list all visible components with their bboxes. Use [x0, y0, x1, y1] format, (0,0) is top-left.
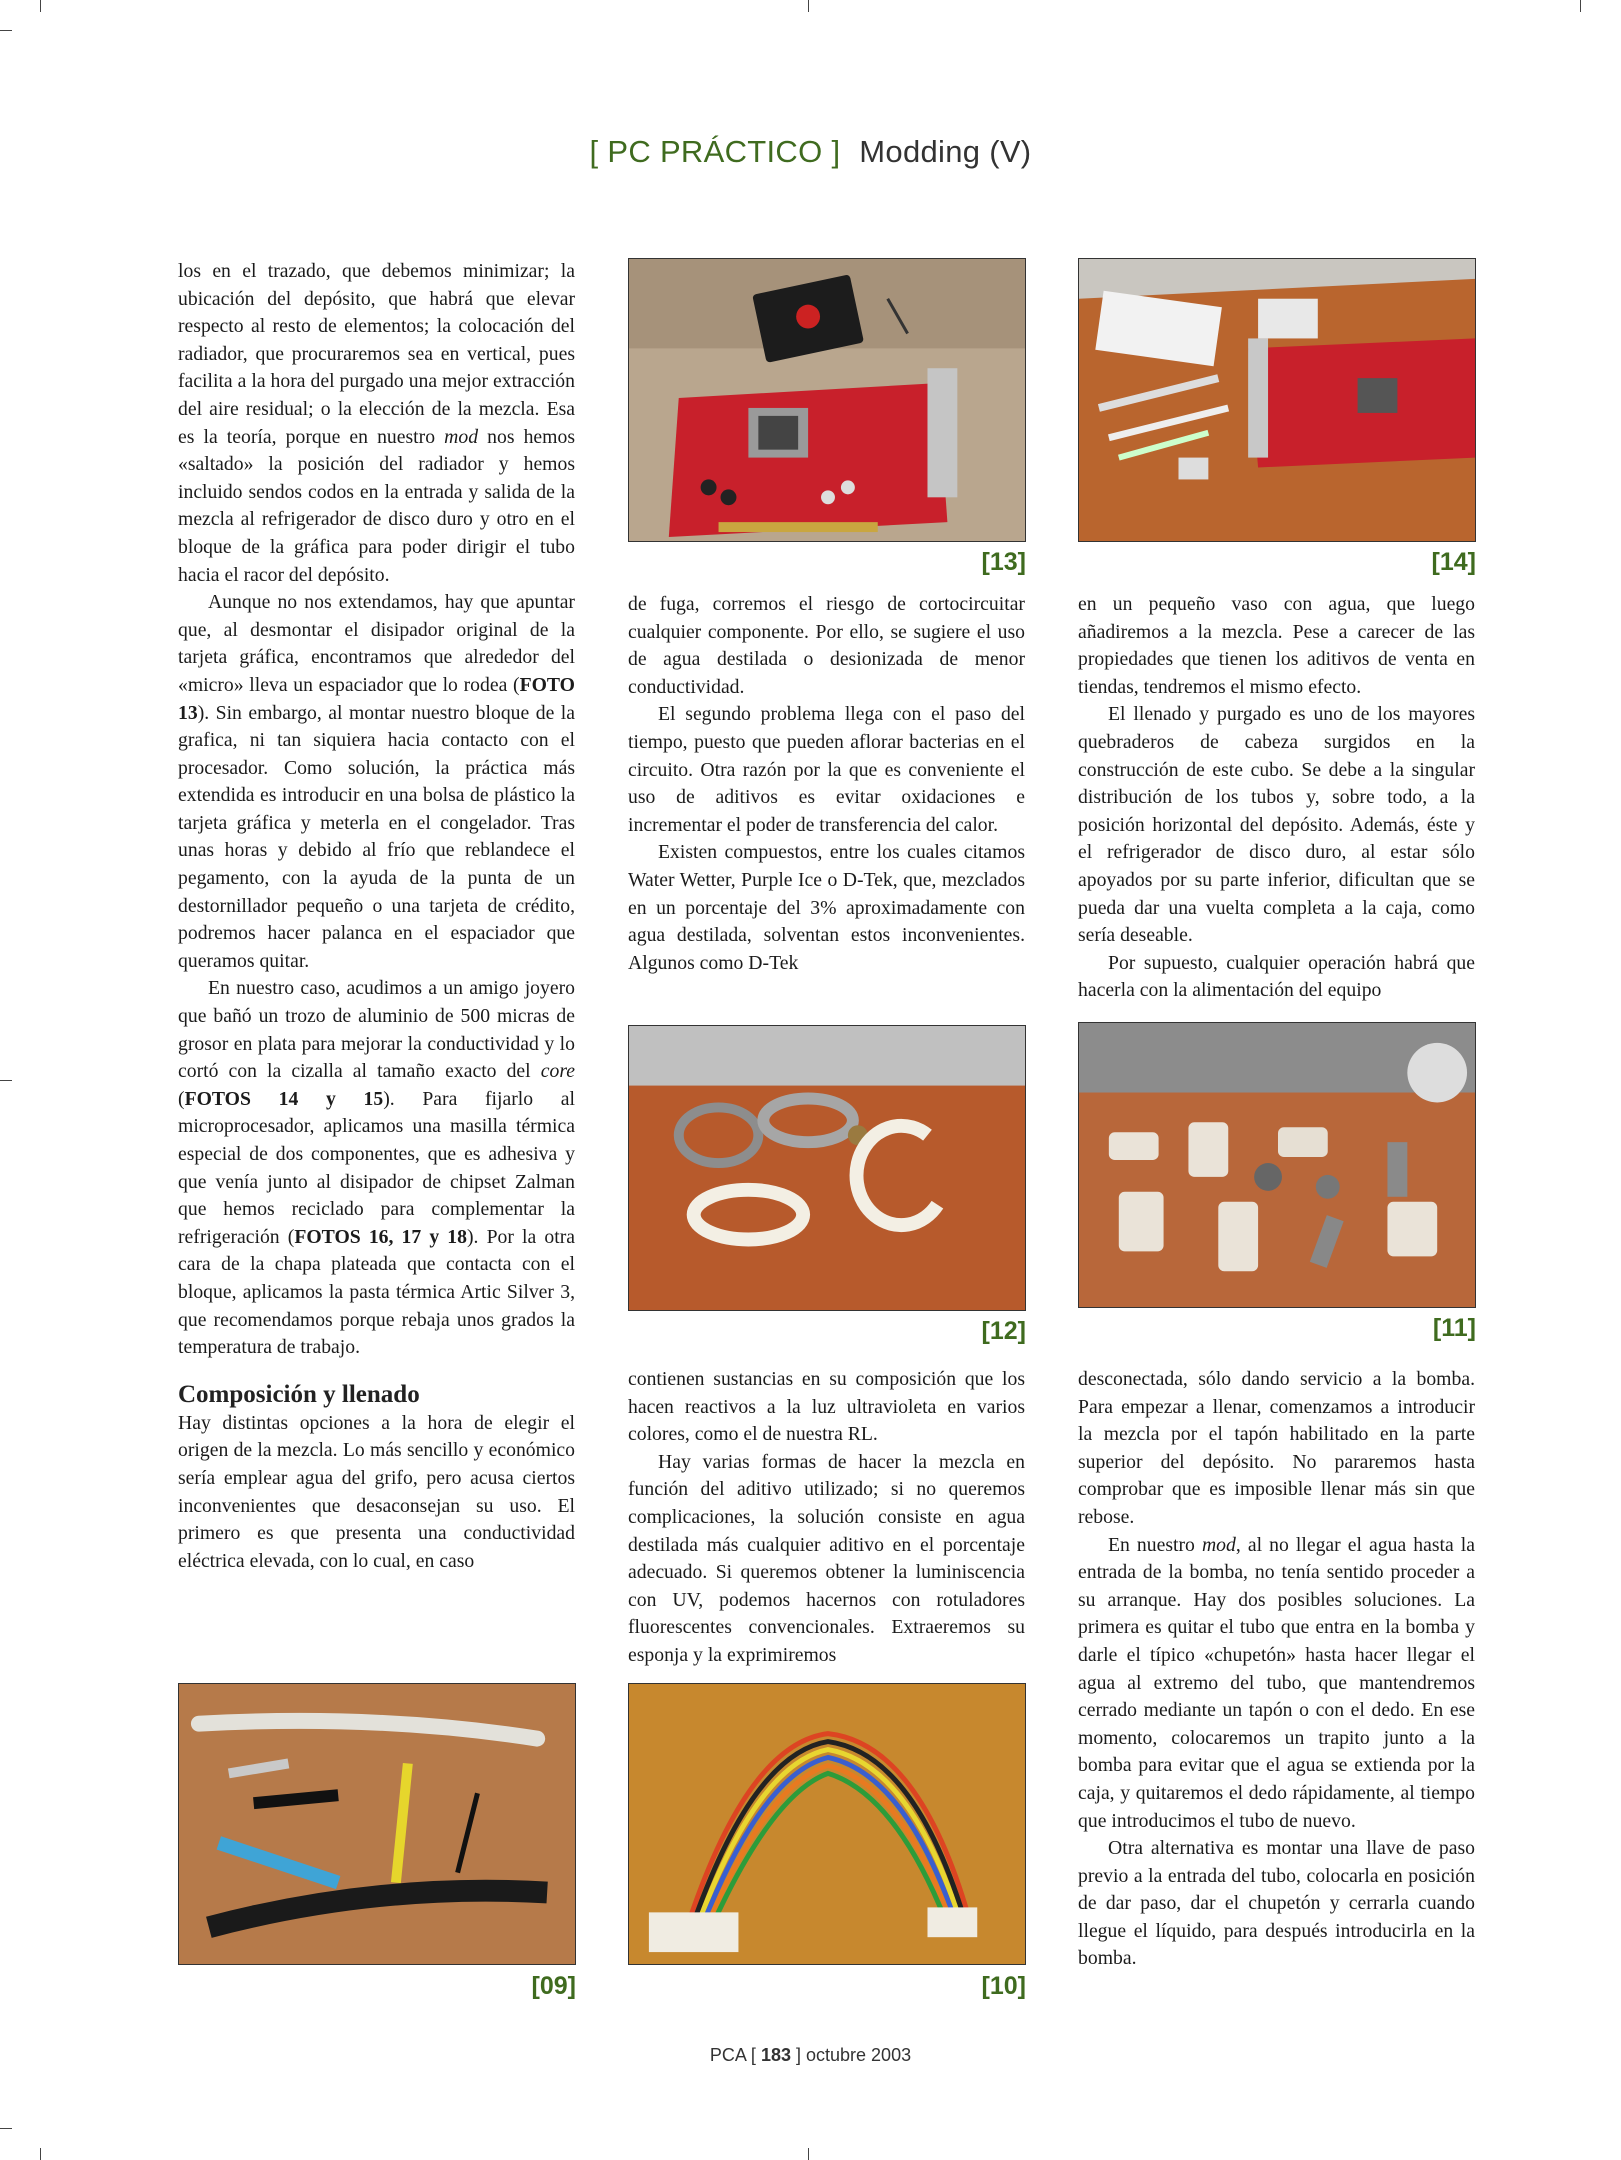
crop-mark [40, 0, 41, 12]
paragraph: Aunque no nos extendamos, hay que apuntar que, al desmontar el disipador original de la tarjeta gráfica, encontramos que alrededor del «micro» lleva un espaciador que lo rodea (FOTO 13). Sin embargo, al montar nuestro bloque de la grafica, ni tan siquiera hacia contacto con el procesador. Como solución, la práctica más extendida es introducir en una bolsa de plástico la tarjeta gráfica y meterla en el congelador. Tras unas horas y debido al frío que reblandece el pegamento, con la ayuda de la punta de un destornillador pequeño o una tarjeta de crédito, podremos hacer palanca en el espaciador que queramos quitar. [178, 591, 575, 972]
text-column-2-bottom [628, 1366, 1025, 1670]
page-header [0, 134, 1621, 170]
section-heading: Composición y llenado [178, 1380, 420, 1408]
paragraph: Hay varias formas de hacer la mezcla en función del aditivo utilizado; si no queremos complicaciones, la solución consiste en agua destilada más cualquier aditivo en el porcentaje adecuado. Si queremos obtener la luminiscencia con UV, podemos hacernos con rotuladores fluorescentes convencionales. Extraeremos su esponja y la exprimiremos [628, 1450, 1025, 1666]
paragraph: Por supuesto, cualquier operación habrá que hacerla con la alimentación del equipo [1078, 951, 1475, 1002]
page-number: 183 [760, 2045, 791, 2065]
crop-mark [40, 2148, 41, 2160]
paragraph: Hay distintas opciones a la hora de elegir el origen de la mezcla. Lo más sencillo y económico sería emplear agua del grifo, pero acusa ciertos inconvenientes que desaconsejan su uso. El primero es que presenta una conductividad eléctrica elevada, con lo cual, en caso [178, 1411, 575, 1572]
photo-caption: [10] [981, 1972, 1026, 2000]
photo-graphics-card [628, 258, 1026, 542]
photo-caption: [09] [531, 1972, 576, 2000]
paragraph: Existen compuestos, entre los cuales citamos Water Wetter, Purple Ice o D-Tek, que, mezclados en un porcentaje del 3% aproximadamente con agua destilada, solventan estos inconvenientes. Algunos como D-Tek [628, 841, 1025, 974]
issue-date: ] octubre 2003 [796, 2045, 912, 2065]
paragraph: El segundo problema llega con el paso del tiempo, puesto que pueden aflorar bacterias en el circuito. Otra razón por la que es conveniente el uso de aditivos es evitar oxidaciones e incrementar el poder de transferencia del calor. [628, 703, 1025, 836]
photo-hose-clamps [628, 1025, 1026, 1311]
paragraph: desconectada, sólo dando servicio a la bomba. Para empezar a llenar, comenzamos a introducir la mezcla por el tapón habilitado en la parte superior del depósito. No pararemos hasta comprobar que es imposible llenar más sin que rebose. [1078, 1368, 1475, 1528]
paragraph: de fuga, corremos el riesgo de cortocircuitar cualquier componente. Por ello, se sugiere el uso de agua destilada o desionizada de menor conductividad. [628, 593, 1025, 698]
photo-card-on-desk [1078, 258, 1476, 542]
crop-mark [808, 0, 809, 12]
photo-caption: [12] [981, 1317, 1026, 1345]
paragraph: en un pequeño vaso con agua, que luego añadiremos a la mezcla. Pese a carecer de las propiedades que tienen los aditivos de venta en tiendas, tendremos el mismo efecto. [1078, 593, 1475, 698]
photo-caption: [14] [1431, 548, 1476, 576]
paragraph: En nuestro mod, al no llegar el agua hasta la entrada de la bomba, no tenía sentido proceder a su arranque. Hay dos posibles soluciones. La primera es quitar el tubo que entra en la bomba y darle el típico «chupetón» hasta hacer llegar el agua al extremo del tubo, que mantendremos cerrado mediante un tapón o con el dedo. En ese momento, colocaremos un trapito junto a la bomba para evitar que el agua se extienda por la caja, y quitaremos el dedo rápidamente, al tiempo que introducimos el tubo de nuevo. [1078, 1533, 1476, 1832]
crop-mark [0, 1080, 12, 1081]
crop-mark [0, 30, 12, 31]
publication-name: PCA [ [709, 2045, 756, 2065]
photo-caption: [13] [981, 548, 1026, 576]
crop-mark [0, 2128, 12, 2129]
paragraph: los en el trazado, que debemos minimizar; la ubicación del depósito, que habrá que elevar respecto al resto de elementos; la colocación del radiador, que procuraremos sea en vertical, pues facilita a la hora del purgado una mejor extracción del aire residual; o la elección de la mezcla. Esa es la teoría, porque en nuestro mod nos hemos «saltado» la posición del radiador y hemos incluido sendos codos en la entrada y salida de la mezcla al refrigerador de disco duro y otro en el bloque de la gráfica para poder dirigir el tubo hacia el racor del depósito. [178, 260, 575, 586]
paragraph: Otra alternativa es montar una llave de paso previo a la entrada del tubo, colocarla en posición de dar paso, dar el chupetón y cerrarla cuando llegue el líquido, para después introducirla en la bomba. [1078, 1837, 1475, 1970]
photo-fittings [1078, 1022, 1476, 1308]
text-column-3-top [1078, 591, 1475, 1005]
section-title: [ PC PRÁCTICO ] [589, 134, 841, 169]
article-subtitle: Modding (V) [859, 134, 1032, 169]
photo-power-cable [628, 1683, 1026, 1965]
page-footer [0, 2045, 1621, 2066]
crop-mark [808, 2148, 809, 2160]
crop-mark [1580, 0, 1581, 12]
paragraph: El llenado y purgado es uno de los mayores quebraderos de cabeza surgidos en la construcción de este cubo. Se debe a la singular distribución de los tubos y, sobre todo, a la posición horizontal del depósito. Además, éste y el refrigerador de disco duro, al estar sólo apoyados por su parte inferior, dificultan que se pueda dar una vuelta completa a la caja, como sería deseable. [1078, 703, 1475, 947]
text-column-3-bottom [1078, 1366, 1475, 1973]
text-column-2-top [628, 591, 1025, 977]
text-column-1 [178, 258, 575, 1575]
photo-tubing [178, 1683, 576, 1965]
photo-caption: [11] [1432, 1314, 1476, 1342]
paragraph: En nuestro caso, acudimos a un amigo joyero que bañó un trozo de aluminio de 500 micras de grosor en plata para mejorar la conductividad y lo cortó con la cizalla al tamaño exacto del core (FOTOS 14 y 15). Para fijarlo al microprocesador, aplicamos una masilla térmica especial de dos componentes, que es adhesiva y que venía junto al disipador de chipset Zalman que hemos reciclado para complementar la refrigeración (FOTOS 16, 17 y 18). Por la otra cara de la chapa plateada que contacta con el bloque, aplicamos la pasta térmica Artic Silver 3, que recomendamos porque rebaja unos grados la temperatura de trabajo. [178, 977, 575, 1359]
paragraph: contienen sustancias en su composición que los hacen reactivos a la luz ultravioleta en varios colores, como el de nuestra RL. [628, 1368, 1025, 1446]
